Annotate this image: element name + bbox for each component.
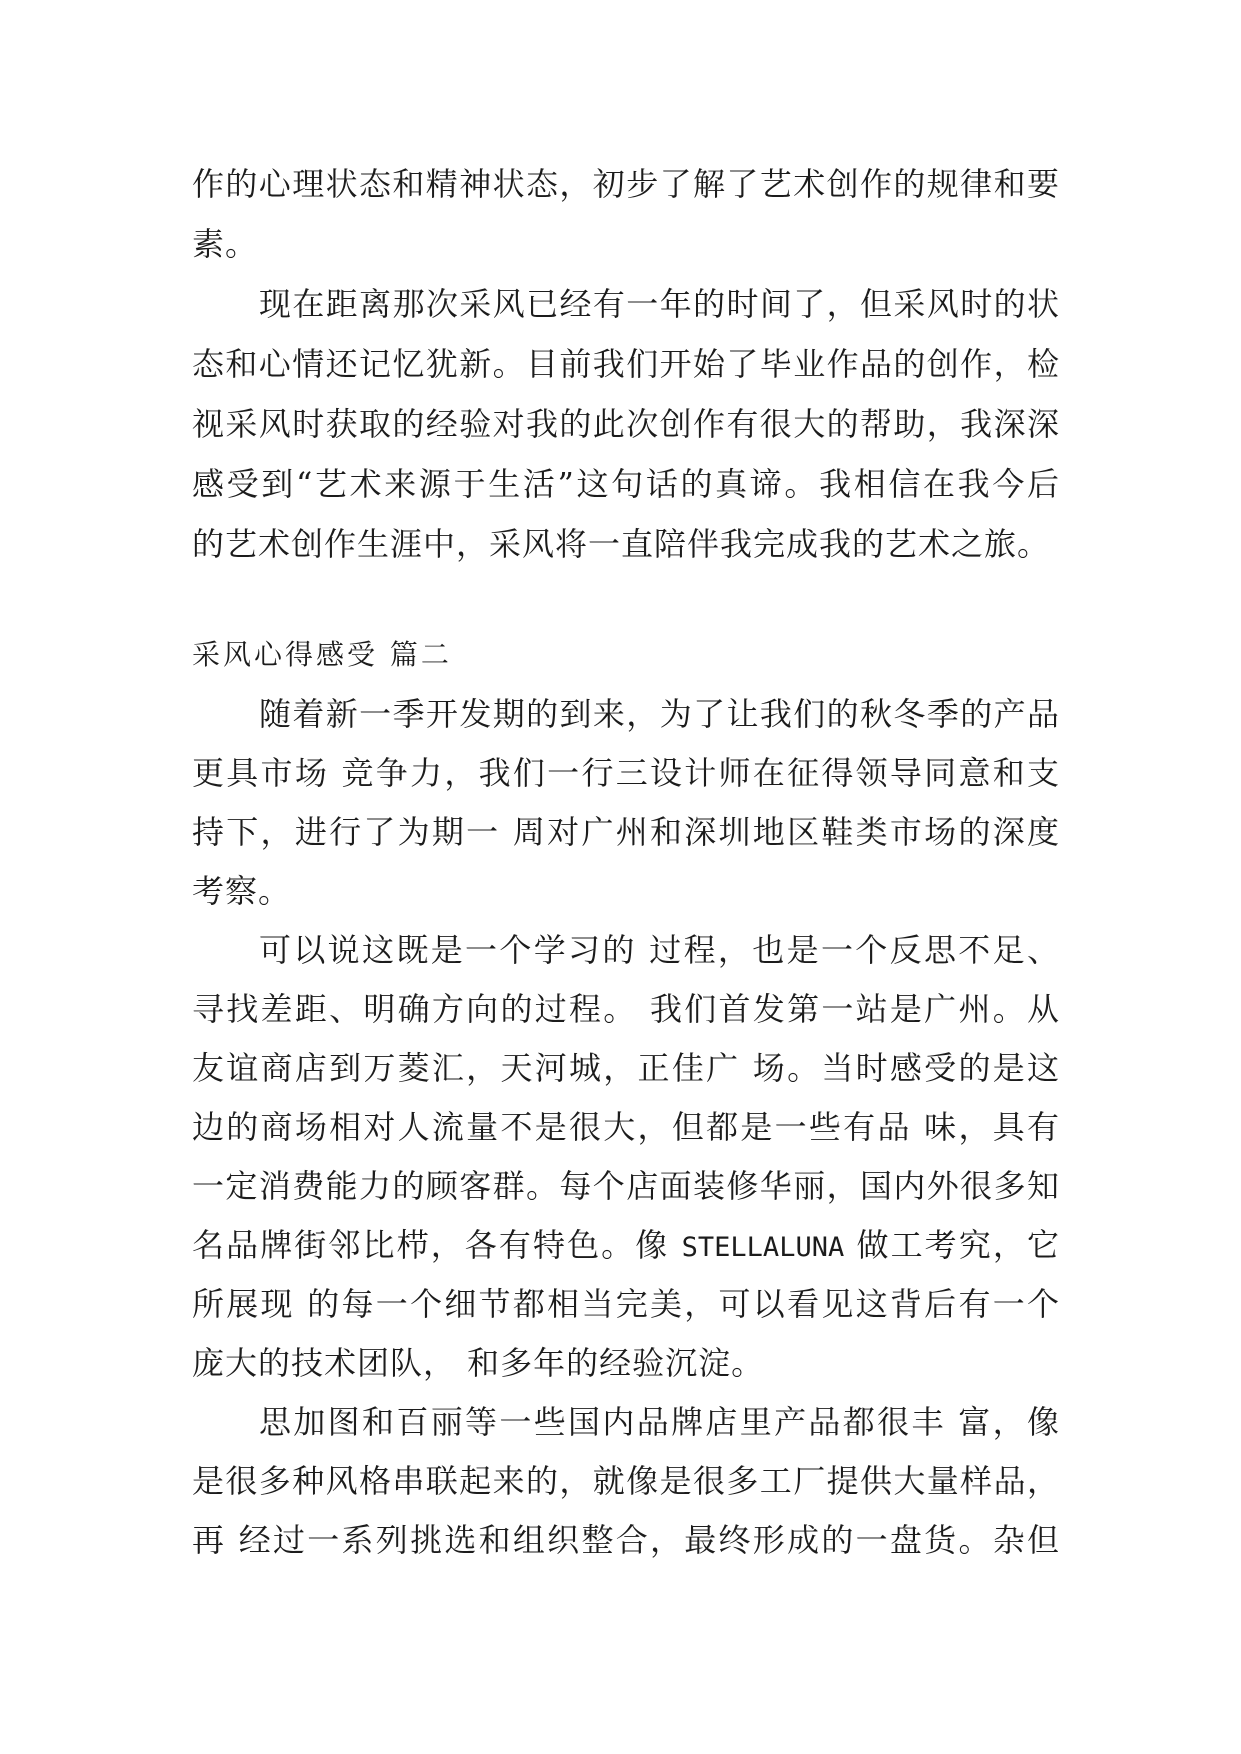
text-line: 再 经过一系列挑选和组织整合，最终形成的一盘货。杂但 bbox=[192, 1521, 1060, 1559]
text-line: 感受到“艺术来源于生活”这句话的真谛。我相信在我今后 bbox=[192, 465, 1060, 503]
paragraph bbox=[192, 921, 1060, 1393]
text-line: 素。 bbox=[192, 225, 259, 263]
text-line: 可以说这既是一个学习的 过程，也是一个反思不足、 bbox=[259, 931, 1060, 969]
text-line: 一定消费能力的顾客群。每个店面装修华丽，国内外很多知 bbox=[192, 1167, 1060, 1205]
text-line: 所展现 的每一个细节都相当完美，可以看见这背后有一个 bbox=[192, 1285, 1060, 1323]
document-body bbox=[192, 154, 1060, 1570]
text-line: 是很多种风格串联起来的，就像是很多工厂提供大量样品， bbox=[192, 1462, 1060, 1500]
text-line: 视采风时获取的经验对我的此次创作有很大的帮助，我深深 bbox=[192, 405, 1060, 443]
paragraph bbox=[192, 1393, 1060, 1570]
text-line: 作的心理状态和精神状态，初步了解了艺术创作的规律和要 bbox=[192, 165, 1060, 203]
text-line: 考察。 bbox=[192, 872, 292, 910]
text-line: 友谊商店到万菱汇，天河城，正佳广 场。当时感受的是这 bbox=[192, 1049, 1060, 1087]
text-line: 随着新一季开发期的到来，为了让我们的秋冬季的产品 bbox=[259, 695, 1060, 733]
text-line: 的艺术创作生涯中，采风将一直陪伴我完成我的艺术之旅。 bbox=[192, 525, 1051, 563]
paragraph bbox=[192, 274, 1060, 574]
text-line: 寻找差距、明确方向的过程。 我们首发第一站是广州。从 bbox=[192, 990, 1060, 1028]
paragraph bbox=[192, 685, 1060, 921]
text-line: 现在距离那次采风已经有一年的时间了，但采风时的状 bbox=[259, 285, 1060, 323]
text-line: 持下，进行了为期一 周对广州和深圳地区鞋类市场的深度 bbox=[192, 813, 1060, 851]
text-line: 名品牌街邻比栉，各有特色。像 STELLALUNA 做工考究，它 bbox=[192, 1226, 1060, 1264]
section-two bbox=[192, 685, 1060, 1570]
section-heading: 采风心得感受 篇二 bbox=[192, 638, 452, 671]
text-line: 边的商场相对人流量不是很大，但都是一些有品 味，具有 bbox=[192, 1108, 1060, 1146]
text-line: 更具市场 竞争力，我们一行三设计师在征得领导同意和支 bbox=[192, 754, 1060, 792]
text-line: 态和心情还记忆犹新。目前我们开始了毕业作品的创作，检 bbox=[192, 345, 1060, 383]
section-previous bbox=[192, 154, 1060, 574]
text-line: 庞大的技术团队， 和多年的经验沉淀。 bbox=[192, 1344, 765, 1382]
text-line: 思加图和百丽等一些国内品牌店里产品都很丰 富，像 bbox=[259, 1403, 1060, 1441]
paragraph bbox=[192, 154, 1060, 274]
